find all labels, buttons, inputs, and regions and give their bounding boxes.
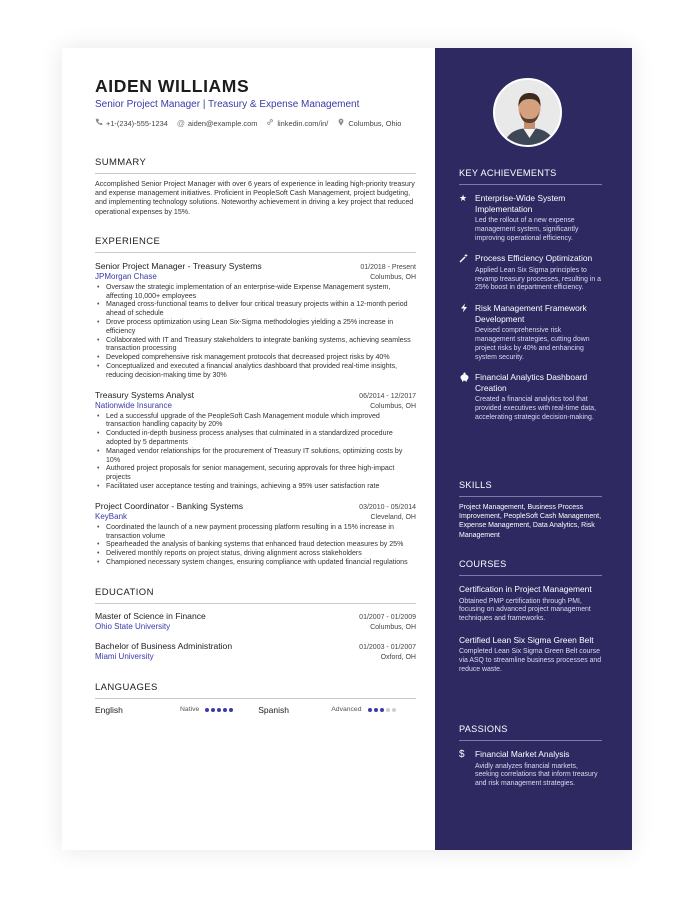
summary-title: SUMMARY [95, 157, 416, 174]
job-bullets [95, 413, 416, 492]
bullet-item: • Developed comprehensive risk management protocols that decreased project risks by 40% [95, 354, 416, 363]
job-company: KeyBank [95, 511, 128, 521]
headline: Senior Project Manager | Treasury & Expense Management [95, 99, 360, 110]
job-dates: 01/2018 - Present [360, 263, 416, 271]
job-bullets [95, 524, 416, 568]
job-entry [95, 261, 416, 381]
proficiency-dot [374, 708, 378, 712]
school: Ohio State University [95, 621, 171, 631]
job-title: Project Coordinator - Banking Systems [95, 500, 244, 511]
dollar-icon: $ [459, 749, 465, 760]
school-location: Columbus, OH [370, 623, 416, 631]
achievement-title: Financial Analytics Dashboard Creation [475, 372, 588, 393]
education-dates: 01/2003 - 01/2007 [359, 643, 416, 651]
bullet-item: • Facilitated user acceptance testing and trainings, achieving a 95% user satisfaction rate [95, 483, 416, 492]
achievement-text: Led the rollout of a new expense management system, significantly improving operational efficiency. [475, 217, 579, 242]
job-location: Columbus, OH [370, 273, 416, 281]
proficiency-dot [223, 708, 227, 712]
summary-text: Accomplished Senior Project Manager with over 6 years of experience in leading high-priority treasury and expense management initiatives. Proficient in PeopleSoft Cash Management, project budgeting, and implementing technology solutions. Noteworthy achievement in driving a key project that reduced operational expenses by 15%. [95, 180, 415, 216]
language-level: Advanced [331, 706, 362, 714]
achievements-title: KEY ACHIEVEMENTS [459, 168, 602, 185]
job-location: Columbus, OH [370, 402, 416, 410]
achievements-section [459, 168, 602, 423]
at-icon: @ [176, 118, 185, 128]
proficiency-dot [205, 708, 209, 712]
link-icon [266, 118, 274, 129]
experience-title: EXPERIENCE [95, 236, 416, 253]
main-column [95, 76, 416, 715]
course-title: Certification in Project Management [459, 584, 592, 594]
achievement-text: Devised comprehensive risk management strategies, cutting down project risks by 40% and enhancing system security. [475, 327, 590, 361]
magic-wand-icon [459, 253, 475, 293]
achievement-text: Created a financial analytics tool that provided executives with real-time data, accelerating strategic decision-making. [475, 396, 597, 422]
achievement-item [459, 372, 602, 422]
course-title: Certified Lean Six Sigma Green Belt [459, 634, 594, 645]
language-name: Spanish [258, 704, 289, 715]
proficiency-dot [229, 708, 233, 712]
achievement-item [459, 193, 602, 243]
language-proficiency-dots [205, 708, 235, 712]
course-text: Obtained PMP certification through PMI, focusing on advanced project management techniques and frameworks. [459, 597, 591, 623]
course-item [459, 635, 602, 675]
achievement-text: Applied Lean Six Sigma principles to revamp treasury processes, resulting in a 25% boost in department efficiency. [475, 266, 601, 292]
language-name: English [95, 704, 123, 715]
courses-section [459, 559, 602, 675]
sidebar [435, 48, 632, 850]
languages-section [95, 682, 416, 715]
experience-section [95, 236, 416, 568]
contact-info [95, 118, 416, 131]
proficiency-dot [392, 708, 396, 712]
candidate-name: AIDEN WILLIAMS [95, 76, 250, 96]
bullet-item: • Coordinated the launch of a new payment processing platform resulting in a 15% increase in transaction volume [95, 524, 416, 542]
education-entry [95, 641, 416, 662]
summary-section [95, 157, 416, 217]
passions-title: PASSIONS [459, 724, 602, 741]
contact-location: Columbus, Ohio [337, 118, 401, 129]
proficiency-dot [386, 708, 390, 712]
courses-title: COURSES [459, 559, 602, 576]
lightning-icon [459, 303, 475, 362]
phone-icon [95, 118, 103, 129]
profile-photo [493, 78, 562, 147]
job-location: Cleveland, OH [370, 513, 416, 521]
languages-title: LANGUAGES [95, 682, 416, 699]
education-title: EDUCATION [95, 587, 416, 604]
passion-text: Avidly analyzes financial markets, seeking correlations that inform treasury and risk management strategies. [475, 762, 598, 788]
proficiency-dot [217, 708, 221, 712]
skills-section [459, 480, 602, 540]
contact-email[interactable]: @ aiden@example.com [176, 118, 258, 128]
job-bullets [95, 284, 416, 381]
bullet-item: • Spearheaded the analysis of banking systems that enhanced fraud detection measures by 25% [95, 541, 416, 550]
degree: Bachelor of Business Administration [95, 640, 233, 651]
job-company: JPMorgan Chase [95, 271, 157, 281]
star-icon: ★ [459, 193, 468, 203]
bullet-item: • Managed cross-functional teams to deliver four critical treasury projects within a 12-month period ahead of schedule [95, 301, 416, 319]
bullet-item: • Conducted in-depth business process analyses that culminated in a standardized procedure adopted by 5 departments [95, 430, 416, 448]
languages-row [95, 705, 416, 715]
proficiency-dot [211, 708, 215, 712]
resume-page [62, 48, 632, 850]
achievement-title: Process Efficiency Optimization [475, 253, 593, 264]
passions-section [459, 724, 602, 789]
education-entry [95, 611, 416, 632]
job-entry [95, 390, 416, 492]
achievement-item [459, 253, 602, 293]
school-location: Oxford, OH [380, 653, 416, 661]
piggy-bank-icon [459, 372, 475, 422]
job-title: Treasury Systems Analyst [95, 389, 195, 400]
contact-phone: +1-(234)-555-1234 [95, 118, 168, 129]
school: Miami University [95, 651, 154, 661]
job-title: Senior Project Manager - Treasury Systems [95, 260, 262, 271]
bullet-item: • Drove process optimization using Lean Six-Sigma methodologies yielding a 25% increase in efficiency [95, 319, 416, 337]
bullet-item: • Collaborated with IT and Treasury stakeholders to integrate banking systems, achieving seamless transaction processing [95, 337, 416, 355]
proficiency-dot [380, 708, 384, 712]
passion-item [459, 749, 602, 789]
bullet-item: • Authored project proposals for senior management, securing approvals for three high-impact projects [95, 465, 416, 483]
skills-text: Project Management, Business Process Improvement, PeopleSoft Cash Management, Expense Management, Data Analytics, Risk Management [459, 504, 602, 539]
job-dates: 03/2010 - 05/2014 [359, 503, 416, 511]
course-text: Completed Lean Six Sigma Green Belt course via ASQ to streamline business processes and reduce waste. [459, 648, 602, 673]
achievement-title: Enterprise-Wide System Implementation [475, 193, 566, 214]
job-entry [95, 501, 416, 568]
language-level: Native [180, 706, 200, 714]
contact-linkedin[interactable]: linkedin.com/in/ [266, 118, 328, 129]
job-dates: 06/2014 - 12/2017 [359, 392, 416, 400]
bullet-item: • Delivered monthly reports on project status, driving alignment across stakeholders [95, 550, 416, 559]
bullet-item: • Conceptualized and executed a financial analytics dashboard that provided real-time insights, reducing decision-making time by 30% [95, 363, 416, 381]
course-item [459, 584, 602, 624]
achievement-title: Risk Management Framework Development [475, 303, 587, 324]
bullet-item: • Led a successful upgrade of the PeopleSoft Cash Management module which improved transaction handling capacity by 20% [95, 413, 416, 431]
education-dates: 01/2007 - 01/2009 [359, 613, 416, 621]
bullet-item: • Managed vendor relationships for the procurement of Treasury IT solutions, optimizing costs by 10% [95, 448, 416, 466]
degree: Master of Science in Finance [95, 610, 206, 621]
language-proficiency-dots [368, 708, 398, 712]
passion-title: Financial Market Analysis [475, 749, 570, 759]
proficiency-dot [368, 708, 372, 712]
location-pin-icon [337, 118, 345, 129]
education-section [95, 587, 416, 662]
bullet-item: • Championed necessary system changes, ensuring compliance with updated financial regulations [95, 559, 416, 568]
skills-title: SKILLS [459, 480, 602, 497]
achievement-item [459, 303, 602, 362]
bullet-item: • Oversaw the strategic implementation of an enterprise-wide Expense Management system, affecting 10,000+ employees [95, 284, 416, 302]
job-company: Nationwide Insurance [95, 400, 172, 410]
